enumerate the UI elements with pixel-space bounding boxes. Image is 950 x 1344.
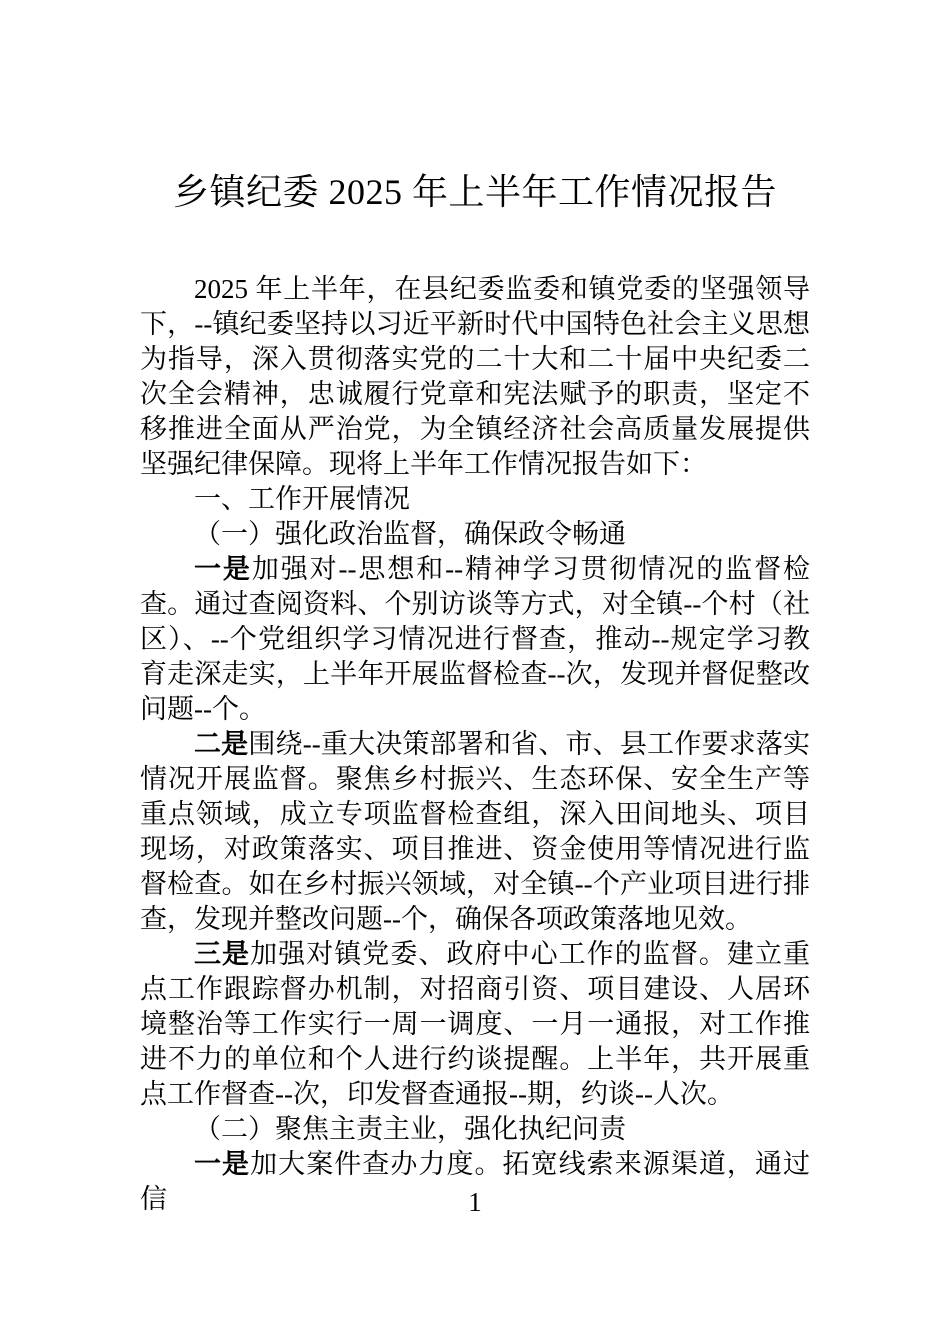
text-run: 加大案件查办力度。拓宽线索来源渠道，通过信 [140,1149,811,1214]
text-run: （一）强化政治监督，确保政令畅通 [194,519,626,549]
text-run: 围绕--重大决策部署和省、市、县工作要求落实情况开展监督。聚焦乡村振兴、生态环保、安全生产等重点领域，成立专项监督检查组，深入田间地头、项目现场，对政策落实、项目推进、资金使用等情况进行监督检查。如在乡村振兴领域，对全镇--个产业项目进行排查，发现并整改问题--个，确保各项政策落地见效。 [140,729,811,934]
document-content [140,164,810,1217]
document-title: 乡镇纪委 2025 年上半年工作情况报告 [172,172,777,212]
text-run: 加强对--思想和--精神学习贯彻情况的监督检查。通过查阅资料、个别访谈等方式，对全镇--个村（社区）、--个党组织学习情况进行督查，推动--规定学习教育走深走实，上半年开展监督检查--次，发现并督促整改问题--个。 [140,554,810,724]
text-run: 2025 年上半年，在县纪委监委和镇党委的坚强领导下，--镇纪委坚持以习近平新时代中国特色社会主义思想为指导，深入贯彻落实党的二十大和二十届中央纪委二次全会精神，忠诚履行党章和宪法赋予的职责，坚定不移推进全面从严治党，为全镇经济社会高质量发展提供坚强纪律保障。现将上半年工作情况报告如下： [140,274,810,479]
paragraph [140,272,810,482]
document-paragraphs [140,272,810,1217]
paragraph [140,937,810,1112]
text-run: 一、工作开展情况 [194,484,410,514]
text-run: 加强对镇党委、政府中心工作的监督。建立重点工作跟踪督办机制，对招商引资、项目建设、人居环境整治等工作实行一周一调度、一月一通报，对工作推进不力的单位和个人进行约谈提醒。上半年，共开展重点工作督查--次，印发督查通报--期，约谈--人次。 [140,939,811,1109]
paragraph [140,1112,810,1147]
paragraph [140,517,810,552]
emphasis-run: 一是 [194,1149,251,1179]
text-run: （二）聚焦主责主业，强化执纪问责 [194,1114,626,1144]
emphasis-run: 一是 [194,554,252,584]
paragraph [140,727,810,937]
paragraph [140,552,810,727]
page-number: 1 [468,1187,482,1217]
paragraph [140,482,810,517]
emphasis-run: 二是 [194,729,249,759]
emphasis-run: 三是 [194,939,251,969]
